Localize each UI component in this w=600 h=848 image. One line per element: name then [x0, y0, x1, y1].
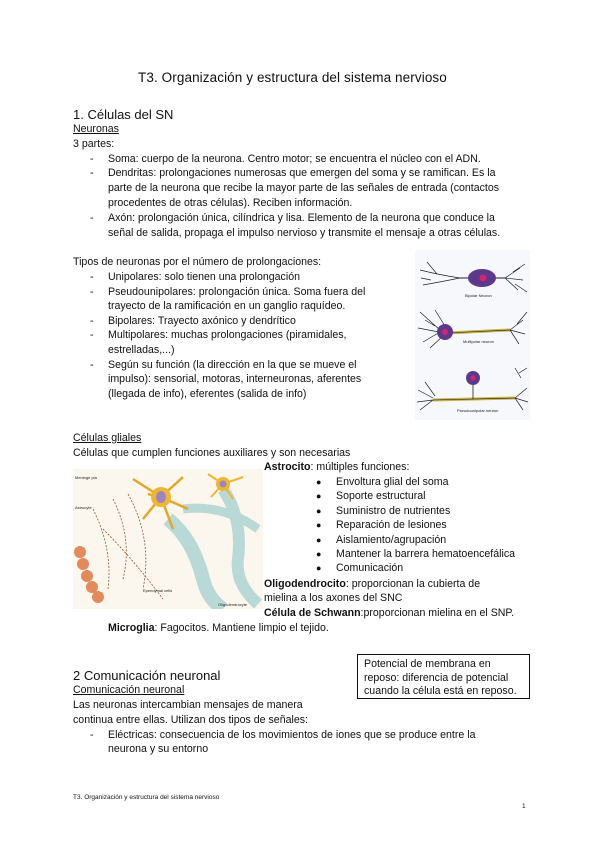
neuron-types-illustration: [415, 250, 530, 420]
list-item-line: impulso): sensorial, motoras, interneuronas, aferentes: [108, 373, 362, 385]
list-item-line: (llegada de info), eferentes (salida de info): [108, 388, 307, 400]
gliales-subheading: Células gliales: [73, 432, 142, 444]
list-item-line: estrelladas,...): [108, 344, 175, 356]
figure-label: Multipolar neuron: [463, 339, 494, 344]
schwann-line: Célula de Schwann:proporcionan mielina en el SNP.: [264, 607, 515, 619]
page-title: T3. Organización y estructura del sistema nervioso: [138, 70, 447, 85]
gliales-intro: Células que cumplen funciones auxiliares y son necesarias: [73, 447, 351, 459]
footer-text: T3. Organización y estructura del sistema nervioso: [73, 794, 220, 801]
oligodendrocito-line: Oligodendrocito: proporcionan la cubierta de: [264, 578, 481, 590]
comunicacion-subheading: Comunicación neuronal: [73, 684, 185, 696]
figure-label: Oligodendrocyte: [218, 602, 248, 607]
neuronas-subheading: Neuronas: [73, 123, 119, 135]
figure-label: Meninge pia: [75, 475, 97, 480]
list-item-line: trayecto de la ramificación en un ganglio raquídeo.: [108, 300, 346, 312]
page-number: 1: [522, 803, 526, 810]
membrane-potential-note: Potencial de membrana en reposo: diferencia de potencial cuando la célula está en reposo.: [357, 654, 530, 699]
microglia-line: Microglia: Fagocitos. Mantiene limpio el tejido.: [108, 622, 329, 634]
figure-label: Pseudounipolar neuron: [457, 408, 499, 413]
astrocito-line: Astrocito: múltiples funciones:: [264, 461, 410, 473]
tipos-intro: Tipos de neuronas por el número de prolongaciones:: [73, 256, 322, 268]
figure-label: Astrocyte: [75, 505, 92, 510]
list-item-line: procedentes de otras células). Reciben información.: [108, 197, 353, 209]
list-item-line: señal de salida, propaga el impulso nervioso y transmite el mensaje a otras células.: [108, 227, 501, 239]
section-2-heading: 2 Comunicación neuronal: [73, 668, 221, 683]
paragraph-line: continua entre ellas. Utilizan dos tipos de señales:: [73, 714, 308, 726]
figure-label: Bipolar Neuron: [465, 293, 492, 298]
oligodendrocito-line-2: mielina a los axones del SNC: [264, 592, 403, 604]
section-1-heading: 1. Células del SN: [73, 107, 174, 122]
glial-cells-illustration: [73, 469, 263, 609]
partes-intro: 3 partes:: [73, 138, 115, 150]
paragraph-line: Las neuronas intercambian mensajes de manera: [73, 699, 303, 711]
list-item-line: neurona y su entorno: [108, 743, 209, 755]
list-item-line: parte de la neurona que recibe la mayor parte de las señales de entrada (contactos: [108, 182, 500, 194]
figure-label: Ependymal cells: [143, 588, 173, 593]
